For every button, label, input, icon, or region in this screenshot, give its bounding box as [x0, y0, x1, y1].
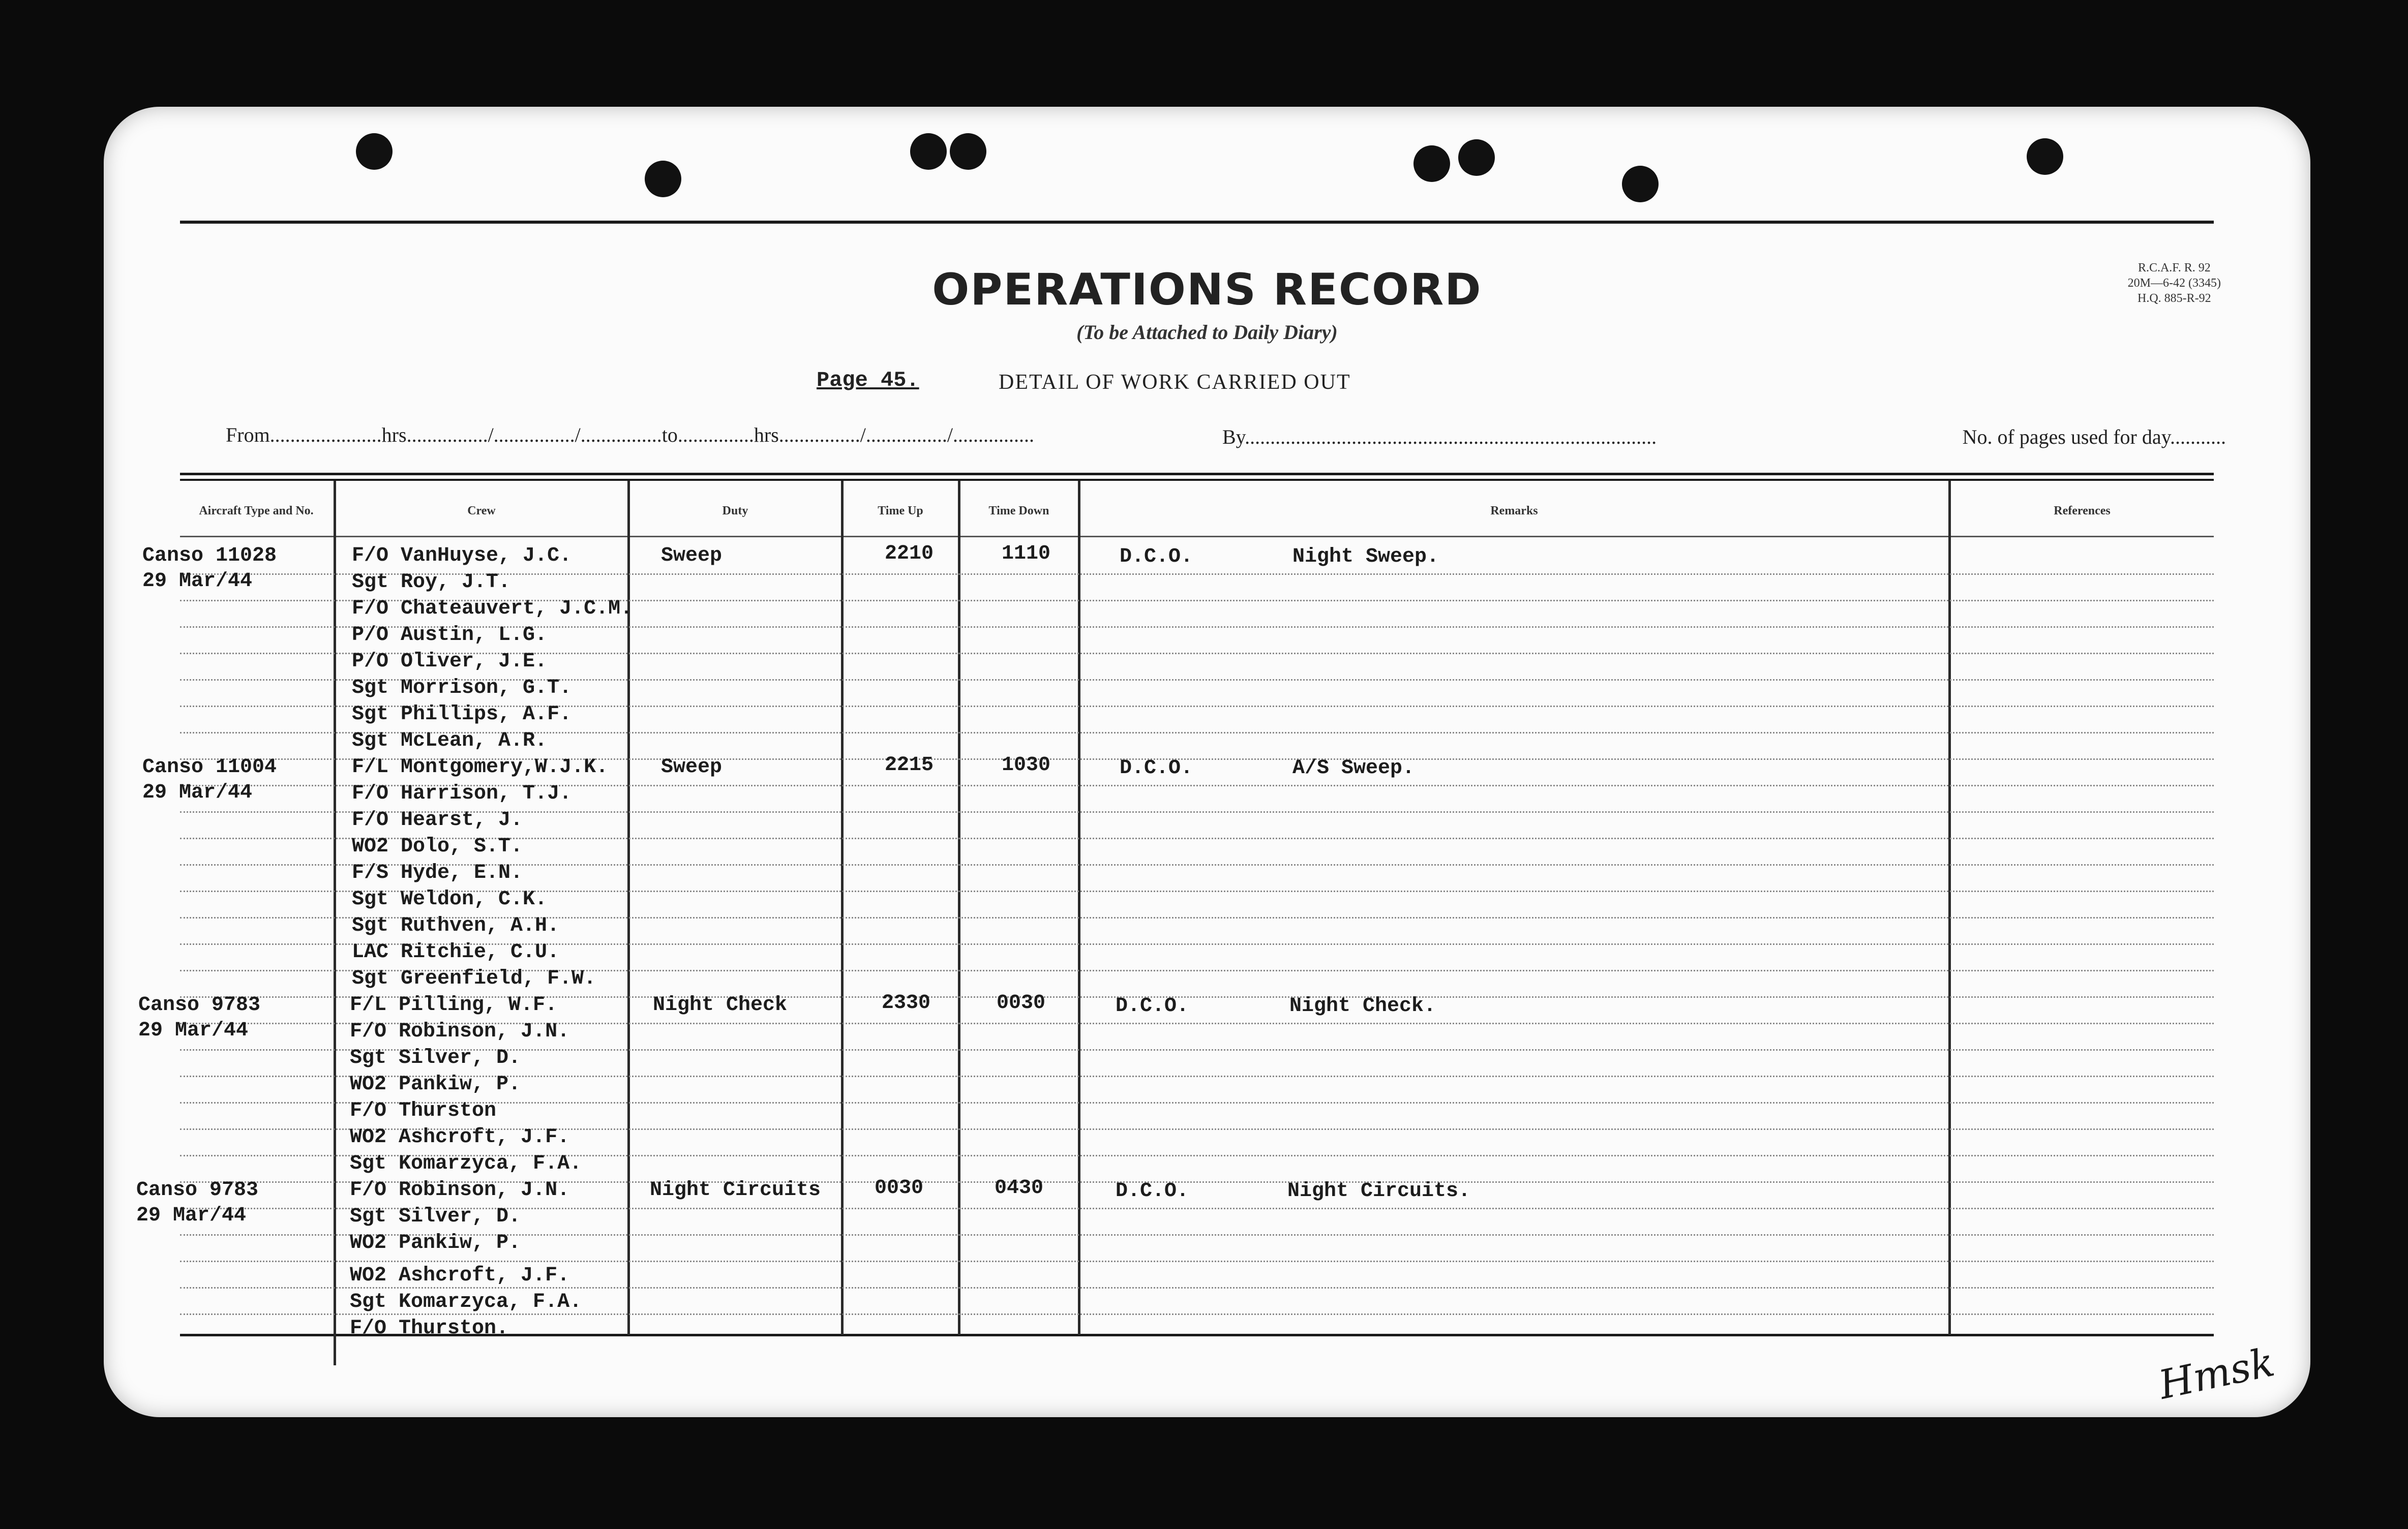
crew-member: F/L Montgomery,W.J.K. — [352, 756, 609, 779]
date-cell: 29 Mar/44 — [136, 1204, 247, 1227]
crew-member: WO2 Pankiw, P. — [350, 1232, 521, 1255]
table-top-rule-2 — [180, 479, 2214, 481]
form-code — [2128, 260, 2221, 306]
crew-member: F/O Chateauvert, J.C.M. — [352, 597, 633, 620]
aircraft-cell: Canso 11004 — [142, 756, 277, 779]
col-header-time-down: Time Down — [988, 504, 1049, 517]
crew-member: Sgt Silver, D. — [350, 1047, 521, 1069]
page-subtitle: (To be Attached to Daily Diary) — [1076, 321, 1338, 344]
crew-member: P/O Austin, L.G. — [352, 624, 548, 647]
time-up-cell: 2215 — [885, 754, 934, 777]
punch-hole — [1413, 145, 1450, 182]
crew-member: Sgt Greenfield, F.W. — [352, 967, 596, 990]
col-header-time-up: Time Up — [878, 504, 923, 517]
col-header-references: References — [2054, 504, 2111, 517]
crew-member: Sgt Komarzyca, F.A. — [350, 1152, 582, 1175]
form-code-line: 20M—6-42 (3345) — [2127, 277, 2221, 290]
form-code-line: R.C.A.F. R. 92 — [2138, 261, 2211, 274]
crew-member: Sgt Phillips, A.F. — [352, 703, 572, 726]
crew-member: F/S Hyde, E.N. — [352, 862, 523, 884]
time-down-cell: 1030 — [1002, 754, 1051, 777]
from-field: From......................hrs................/................/................to...............hrs................/................/................ — [226, 423, 1035, 446]
ruled-line — [180, 1261, 2214, 1262]
crew-member: Sgt Ruthven, A.H. — [352, 914, 560, 937]
crew-member: Sgt Roy, J.T. — [352, 571, 511, 594]
remarks-cell: Night Circuits. — [1287, 1180, 1471, 1203]
duty-cell: Sweep — [661, 756, 723, 779]
detail-label: DETAIL OF WORK CARRIED OUT — [999, 371, 1351, 394]
col-header-crew: Crew — [467, 504, 496, 517]
col-divider — [958, 481, 960, 1335]
crew-member: F/O VanHuyse, J.C. — [352, 544, 572, 567]
col-header-duty: Duty — [722, 504, 748, 517]
crew-member: F/O Robinson, J.N. — [350, 1179, 570, 1202]
punch-hole — [356, 133, 393, 170]
punch-hole — [910, 133, 947, 170]
col-header-aircraft: Aircraft Type and No. — [199, 504, 314, 517]
by-field: By................................................................................. — [1222, 425, 1657, 448]
pages-used-field: No. of pages used for day........... — [1962, 425, 2226, 448]
date-cell: 29 Mar/44 — [138, 1019, 249, 1042]
time-up-cell: 2210 — [885, 542, 934, 565]
page-title: OPERATIONS RECORD — [932, 264, 1482, 315]
crew-member: Sgt Silver, D. — [350, 1205, 521, 1228]
col-divider — [841, 481, 844, 1335]
time-down-cell: 1110 — [1002, 542, 1051, 565]
col-divider — [1078, 481, 1080, 1335]
crew-member: F/L Pilling, W.F. — [350, 994, 558, 1017]
col-divider — [334, 481, 336, 1365]
col-divider — [1948, 481, 1951, 1335]
crew-member: F/O Robinson, J.N. — [350, 1020, 570, 1043]
form-code-line: H.Q. 885-R-92 — [2138, 292, 2211, 305]
col-header-remarks: Remarks — [1490, 504, 1538, 517]
time-down-cell: 0430 — [995, 1177, 1044, 1200]
handwritten-signature: Hmsk — [2154, 1339, 2278, 1409]
crew-member: WO2 Dolo, S.T. — [352, 835, 523, 858]
header-bottom-rule — [180, 536, 2214, 537]
punch-hole — [1622, 166, 1659, 202]
crew-member: F/O Hearst, J. — [352, 809, 523, 832]
crew-member: Sgt Komarzyca, F.A. — [350, 1291, 582, 1313]
top-rule — [180, 221, 2214, 224]
crew-member: P/O Oliver, J.E. — [352, 650, 548, 673]
table-top-rule — [180, 473, 2214, 475]
status-cell: D.C.O. — [1120, 545, 1193, 568]
remarks-cell: A/S Sweep. — [1292, 757, 1415, 780]
operations-record-card — [104, 107, 2310, 1417]
date-cell: 29 Mar/44 — [142, 570, 253, 593]
crew-member: F/O Harrison, T.J. — [352, 782, 572, 805]
remarks-cell: Night Sweep. — [1292, 545, 1439, 568]
punch-hole — [2027, 138, 2063, 175]
crew-member: LAC Ritchie, C.U. — [352, 941, 560, 964]
crew-member: F/O Thurston — [350, 1099, 497, 1122]
time-up-cell: 0030 — [875, 1177, 924, 1200]
aircraft-cell: Canso 11028 — [142, 544, 277, 567]
date-cell: 29 Mar/44 — [142, 781, 253, 804]
status-cell: D.C.O. — [1120, 757, 1193, 780]
time-down-cell: 0030 — [997, 992, 1046, 1015]
crew-member: Sgt Morrison, G.T. — [352, 677, 572, 699]
duty-cell: Night Check — [653, 994, 788, 1017]
punch-hole — [645, 161, 681, 197]
remarks-cell: Night Check. — [1289, 995, 1436, 1018]
time-up-cell: 2330 — [882, 992, 931, 1015]
punch-hole — [1458, 139, 1495, 176]
crew-member: Sgt Weldon, C.K. — [352, 888, 548, 911]
status-cell: D.C.O. — [1116, 995, 1189, 1018]
aircraft-cell: Canso 9783 — [138, 994, 261, 1017]
punch-hole — [950, 133, 986, 170]
crew-member: WO2 Pankiw, P. — [350, 1073, 521, 1096]
crew-member: Sgt McLean, A.R. — [352, 729, 548, 752]
crew-member: WO2 Ashcroft, J.F. — [350, 1264, 570, 1287]
aircraft-cell: Canso 9783 — [136, 1179, 259, 1202]
crew-member: WO2 Ashcroft, J.F. — [350, 1126, 570, 1149]
status-cell: D.C.O. — [1116, 1180, 1189, 1203]
page-number: Page 45. — [817, 368, 919, 392]
duty-cell: Night Circuits — [650, 1179, 821, 1202]
duty-cell: Sweep — [661, 544, 723, 567]
crew-member: F/O Thurston. — [350, 1317, 509, 1340]
